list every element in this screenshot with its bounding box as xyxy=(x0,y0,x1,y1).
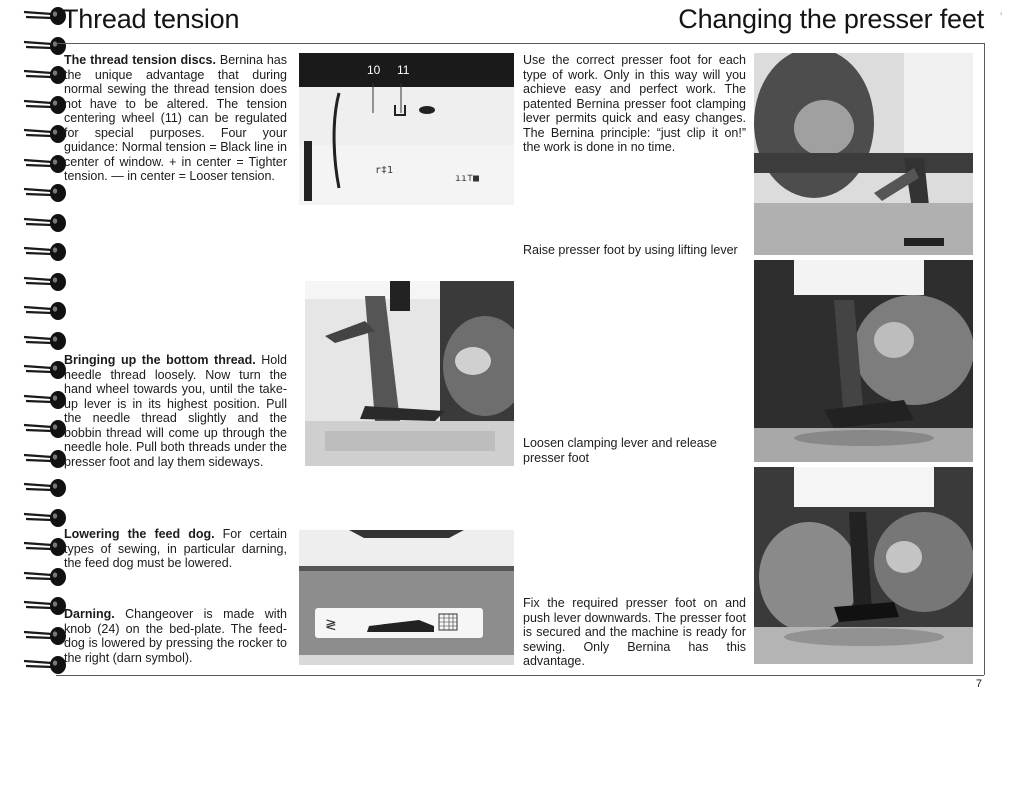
binding-ring xyxy=(22,270,70,292)
binding-ring xyxy=(22,211,70,233)
svg-text:≷: ≷ xyxy=(325,617,337,633)
binding-ring xyxy=(22,358,70,380)
tension-paragraph xyxy=(64,53,287,184)
top-rule xyxy=(56,43,984,44)
binding-ring xyxy=(22,476,70,498)
feed-dog-body: For certain types of sewing, in particular darning, the feed dog must be lowered. xyxy=(64,527,287,570)
bottom-thread-paragraph xyxy=(64,353,287,469)
photo-bottom-thread xyxy=(305,281,514,466)
binding-ring xyxy=(22,299,70,321)
feed-dog-heading: Lowering the feed dog. xyxy=(64,527,215,541)
binding-ring xyxy=(22,34,70,56)
caption-fix: Fix the required presser foot on and push lever downwards. The presser foot is secured and the machine is ready for sewing. Only Bernina has this advantage. xyxy=(523,596,746,668)
binding-ring xyxy=(22,447,70,469)
caption-loosen: Loosen clamping lever and release presser foot xyxy=(523,436,717,465)
binding-ring xyxy=(22,417,70,439)
bottom-thread-heading: Bringing up the bottom thread. xyxy=(64,353,256,367)
binding-ring xyxy=(22,506,70,528)
binding-ring xyxy=(22,653,70,675)
binding-ring xyxy=(22,63,70,85)
presser-intro-paragraph: Use the correct presser foot for each type of work. Only in this way will you achieve easy and perfect work. The patented Bernina presser foot clamping lever permits quick and easy changes. The Bernina principle: “just clip it on!” the work is done in no time. xyxy=(523,53,746,154)
binding-ring xyxy=(22,93,70,115)
right-border xyxy=(984,43,985,675)
darning-paragraph xyxy=(64,607,287,665)
binding-ring xyxy=(22,329,70,351)
page-title-left: Thread tension xyxy=(62,4,240,34)
photo-tension-dial xyxy=(299,53,514,205)
margin-mark: ' xyxy=(1000,10,1003,24)
binding-ring xyxy=(22,240,70,262)
binding-ring xyxy=(22,122,70,144)
svg-text:ıı⊤■: ıı⊤■ xyxy=(455,173,480,184)
page-number: 7 xyxy=(975,678,982,690)
darning-heading: Darning. xyxy=(64,607,115,621)
binding-ring xyxy=(22,535,70,557)
binding-ring xyxy=(22,152,70,174)
feed-dog-paragraph xyxy=(64,527,287,571)
darning-body: Changeover is made with knob (24) on the bed-plate. The feed-dog is lowered by pressing the rocker to the right (darn symbol). xyxy=(64,607,287,665)
label-10: 10 xyxy=(367,63,381,77)
binding-ring xyxy=(22,594,70,616)
binding-ring xyxy=(22,181,70,203)
bottom-rule xyxy=(56,675,984,676)
tension-body: Bernina has the unique advantage that during normal sewing the thread tension does not have to be altered. The tension centering wheel (11) can be regulated for special purposes. Four your guidance: Normal tension = Black line in center of window. + in center = Tighter tension. — in center = Looser tension. xyxy=(64,53,287,183)
photo-loosen-lever xyxy=(754,260,973,462)
label-11: 11 xyxy=(397,63,410,77)
svg-text:r‡1: r‡1 xyxy=(375,165,394,176)
photo-raise-lever xyxy=(754,53,973,255)
caption-raise: Raise presser foot by using lifting lever xyxy=(523,243,738,257)
photo-fix-foot xyxy=(754,467,973,664)
photo-feed-dog-knob xyxy=(299,530,514,665)
page-title-right: Changing the presser feet xyxy=(678,4,984,34)
binding-ring xyxy=(22,624,70,646)
binding-ring xyxy=(22,565,70,587)
binding-ring xyxy=(22,388,70,410)
bottom-thread-body: Hold needle thread loosely. Now turn the hand wheel towards you, until the take-up lever is in its highest position. Pull the needle thread slightly and the bobbin thread will come up through the needle hole. Pull both threads under the presser foot and lay them sideways. xyxy=(64,353,287,469)
spiral-binding xyxy=(22,0,70,700)
tension-heading: The thread tension discs. xyxy=(64,53,216,67)
